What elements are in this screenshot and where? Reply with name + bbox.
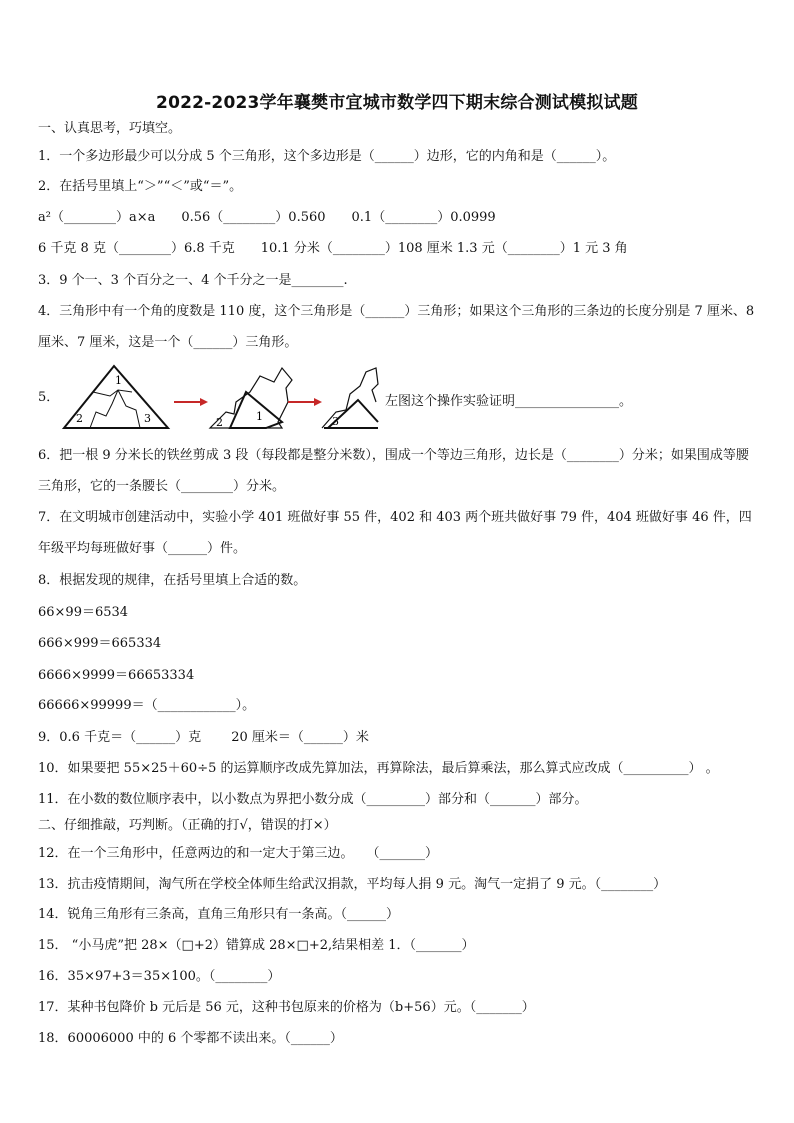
question-12: 12．在一个三角形中，任意两边的和一定大于第三边。 （_______） — [38, 846, 439, 861]
section-heading-1: 一、认真思考，巧填空。 — [38, 121, 182, 136]
figure-label: 1 — [115, 374, 122, 387]
pattern-line: 6666×9999＝66653334 — [38, 668, 195, 683]
page-title: 2022-2023学年襄樊市宜城市数学四下期末综合测试模拟试题 — [156, 93, 638, 113]
pattern-line: 66×99＝6534 — [38, 605, 129, 620]
figure-label: 3 — [332, 415, 339, 428]
figure-label: 1 — [256, 410, 263, 423]
question-2-row-1: a²（________）a×a 0.56（________）0.560 0.1（________）0.0999 — [38, 210, 496, 225]
question-3: 3．9 个一、3 个百分之一、4 个千分之一是________. — [38, 273, 348, 288]
question-7: 7．在文明城市创建活动中，实验小学 401 班做好事 55 件，402 和 403 两个班共做好事 79 件，404 班做好事 46 件，四年级平均每班做好事（______）件。 — [38, 510, 752, 556]
pattern-line: 66666×99999＝（____________）。 — [38, 698, 256, 713]
triangle-angle-experiment-figure — [60, 362, 380, 434]
question-17: 17．某种书包降价 b 元后是 56 元，这种书包原来的价格为（b+56）元。（_______） — [38, 1000, 535, 1015]
figure-label: 2 — [76, 412, 83, 425]
figure-label: 3 — [144, 412, 151, 425]
question-9: 9．0.6 千克＝（______）克 20 厘米＝（______）米 — [38, 730, 369, 745]
question-5-text: 左图这个操作实验证明________________。 — [385, 394, 633, 409]
question-14: 14．锐角三角形有三条高，直角三角形只有一条高。（______） — [38, 907, 400, 922]
question-18: 18．60006000 中的 6 个零都不读出来。（______） — [38, 1031, 343, 1046]
question-15: 15． “小马虎”把 28×（□+2）错算成 28×□+2,结果相差 1．（_______） — [38, 938, 475, 953]
question-4: 4．三角形中有一个角的度数是 110 度，这个三角形是（______）三角形；如果这个三角形的三条边的长度分别是 7 厘米、8 厘米、7 厘米，这是一个（______）三角形。 — [38, 304, 755, 350]
figure-label: 2 — [216, 416, 223, 429]
question-5-number: 5． — [38, 390, 60, 405]
question-10: 10．如果要把 55×25＋60÷5 的运算顺序改成先算加法，再算除法，最后算乘法，那么算式应改成（__________） 。 — [38, 761, 719, 776]
question-6: 6．把一根 9 分米长的铁丝剪成 3 段（每段都是整分米数），围成一个等边三角形，边长是（________）分米；如果围成等腰三角形，它的一条腰长（________）分米。 — [38, 448, 749, 494]
question-11: 11．在小数的数位顺序表中，以小数点为界把小数分成（_________）部分和（_______）部分。 — [38, 792, 588, 807]
question-2: 2．在括号里填上“＞”“＜”或“＝”。 — [38, 179, 243, 194]
section-heading-2: 二、仔细推敲，巧判断。（正确的打√，错误的打×） — [38, 818, 337, 833]
question-1: 1．一个多边形最少可以分成 5 个三角形，这个多边形是（______）边形，它的内角和是（______）。 — [38, 149, 616, 164]
question-8: 8．根据发现的规律，在括号里填上合适的数。 — [38, 573, 307, 588]
question-16: 16．35×97+3＝35×100。（________） — [38, 969, 281, 984]
question-13: 13．抗击疫情期间，淘气所在学校全体师生给武汉捐款，平均每人捐 9 元。淘气一定捐了 9 元。（________） — [38, 877, 667, 892]
question-2-row-2: 6 千克 8 克（________）6.8 千克 10.1 分米（________）108 厘米 1.3 元（________）1 元 3 角 — [38, 241, 628, 256]
pattern-line: 666×999＝665334 — [38, 636, 162, 651]
